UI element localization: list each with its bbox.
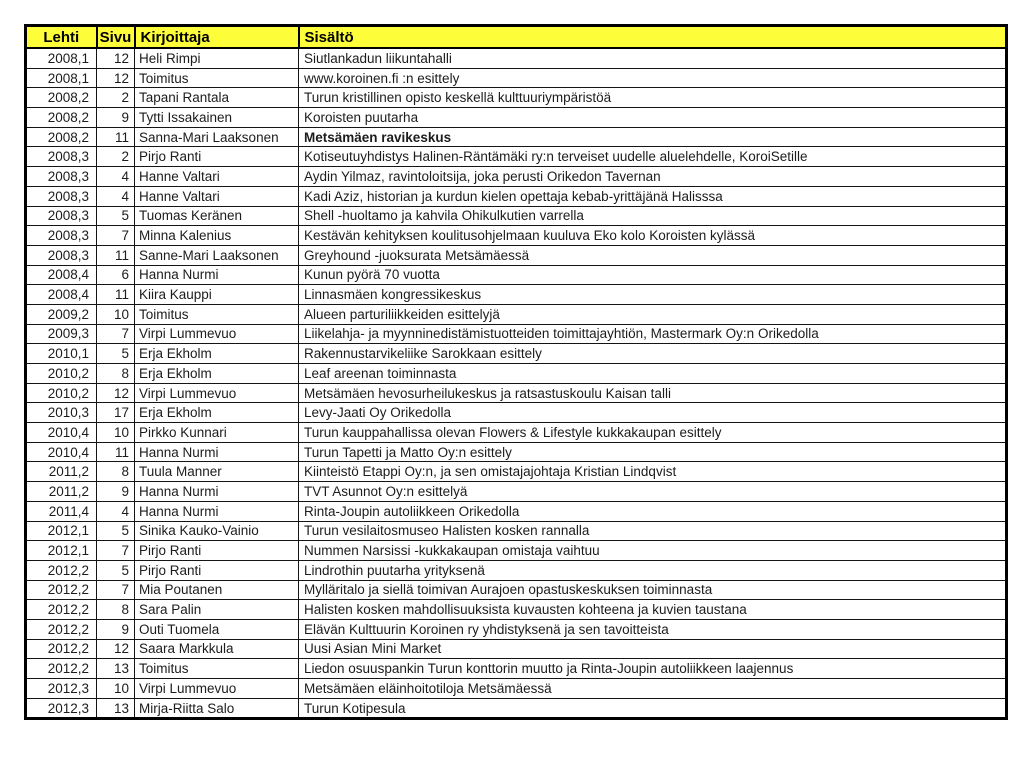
kirjoittaja-cell: Heli Rimpi bbox=[135, 48, 299, 68]
lehti-cell: 2012,2 bbox=[26, 639, 97, 659]
lehti-cell: 2008,3 bbox=[26, 245, 97, 265]
sivu-cell: 12 bbox=[97, 68, 135, 88]
sivu-cell: 9 bbox=[97, 108, 135, 128]
sivu-cell: 17 bbox=[97, 403, 135, 423]
sivu-cell: 12 bbox=[97, 639, 135, 659]
kirjoittaja-cell: Hanna Nurmi bbox=[135, 442, 299, 462]
kirjoittaja-cell: Pirjo Ranti bbox=[135, 560, 299, 580]
table-row bbox=[26, 206, 1007, 226]
sisalto-cell: Metsämäen ravikeskus bbox=[299, 127, 1007, 147]
sivu-cell: 5 bbox=[97, 560, 135, 580]
lehti-cell: 2008,3 bbox=[26, 147, 97, 167]
lehti-cell: 2012,2 bbox=[26, 600, 97, 620]
sivu-cell: 8 bbox=[97, 462, 135, 482]
lehti-cell: 2008,4 bbox=[26, 285, 97, 305]
table-row bbox=[26, 698, 1007, 719]
sisalto-cell: Liedon osuuspankin Turun konttorin muutto ja Rinta-Joupin autoliikkeen laajennus bbox=[299, 659, 1007, 679]
table-row bbox=[26, 501, 1007, 521]
column-header-kirjoittaja: Kirjoittaja bbox=[135, 26, 299, 49]
table-row bbox=[26, 186, 1007, 206]
lehti-cell: 2012,2 bbox=[26, 619, 97, 639]
sisalto-cell: Rinta-Joupin autoliikkeen Orikedolla bbox=[299, 501, 1007, 521]
kirjoittaja-cell: Hanna Nurmi bbox=[135, 482, 299, 502]
sisalto-cell: Leaf areenan toiminnasta bbox=[299, 364, 1007, 384]
kirjoittaja-cell: Pirkko Kunnari bbox=[135, 423, 299, 443]
column-header-sisalto: Sisältö bbox=[299, 26, 1007, 49]
sisalto-cell: Elävän Kulttuurin Koroinen ry yhdistyksenä ja sen tavoitteista bbox=[299, 619, 1007, 639]
kirjoittaja-cell: Saara Markkula bbox=[135, 639, 299, 659]
sisalto-cell: Metsämäen eläinhoitotiloja Metsämäessä bbox=[299, 679, 1007, 699]
table-row bbox=[26, 462, 1007, 482]
table-row bbox=[26, 560, 1007, 580]
kirjoittaja-cell: Erja Ekholm bbox=[135, 344, 299, 364]
kirjoittaja-cell: Erja Ekholm bbox=[135, 364, 299, 384]
sisalto-cell: Metsämäen hevosurheilukeskus ja ratsastuskoulu Kaisan talli bbox=[299, 383, 1007, 403]
lehti-cell: 2011,4 bbox=[26, 501, 97, 521]
table-row bbox=[26, 48, 1007, 68]
table-row bbox=[26, 364, 1007, 384]
lehti-cell: 2008,4 bbox=[26, 265, 97, 285]
lehti-cell: 2008,2 bbox=[26, 108, 97, 128]
kirjoittaja-cell: Tytti Issakainen bbox=[135, 108, 299, 128]
table-row bbox=[26, 226, 1007, 246]
kirjoittaja-cell: Outi Tuomela bbox=[135, 619, 299, 639]
sisalto-cell: Kunun pyörä 70 vuotta bbox=[299, 265, 1007, 285]
lehti-cell: 2012,1 bbox=[26, 521, 97, 541]
table-row bbox=[26, 600, 1007, 620]
table-row bbox=[26, 167, 1007, 187]
sisalto-cell: Nummen Narsissi -kukkakaupan omistaja vaihtuu bbox=[299, 541, 1007, 561]
kirjoittaja-cell: Toimitus bbox=[135, 659, 299, 679]
sisalto-cell: Linnasmäen kongressikeskus bbox=[299, 285, 1007, 305]
kirjoittaja-cell: Tuomas Keränen bbox=[135, 206, 299, 226]
kirjoittaja-cell: Hanna Nurmi bbox=[135, 501, 299, 521]
kirjoittaja-cell: Hanne Valtari bbox=[135, 186, 299, 206]
sisalto-cell: Levy-Jaati Oy Orikedolla bbox=[299, 403, 1007, 423]
sivu-cell: 9 bbox=[97, 482, 135, 502]
table-row bbox=[26, 639, 1007, 659]
sivu-cell: 12 bbox=[97, 383, 135, 403]
table-row bbox=[26, 619, 1007, 639]
article-index-table bbox=[24, 24, 1008, 720]
lehti-cell: 2012,3 bbox=[26, 698, 97, 719]
lehti-cell: 2009,3 bbox=[26, 324, 97, 344]
kirjoittaja-cell: Kiira Kauppi bbox=[135, 285, 299, 305]
sisalto-cell: Koroisten puutarha bbox=[299, 108, 1007, 128]
sivu-cell: 5 bbox=[97, 521, 135, 541]
sisalto-cell: Lindrothin puutarha yrityksenä bbox=[299, 560, 1007, 580]
sivu-cell: 4 bbox=[97, 186, 135, 206]
sisalto-cell: Halisten kosken mahdollisuuksista kuvausten kohteena ja kuvien taustana bbox=[299, 600, 1007, 620]
kirjoittaja-cell: Minna Kalenius bbox=[135, 226, 299, 246]
table-row bbox=[26, 147, 1007, 167]
kirjoittaja-cell: Virpi Lummevuo bbox=[135, 679, 299, 699]
table-row bbox=[26, 285, 1007, 305]
sivu-cell: 4 bbox=[97, 167, 135, 187]
kirjoittaja-cell: Virpi Lummevuo bbox=[135, 383, 299, 403]
sisalto-cell: Kiinteistö Etappi Oy:n, ja sen omistajajohtaja Kristian Lindqvist bbox=[299, 462, 1007, 482]
kirjoittaja-cell: Tuula Manner bbox=[135, 462, 299, 482]
sisalto-cell: Rakennustarvikeliike Sarokkaan esittely bbox=[299, 344, 1007, 364]
lehti-cell: 2008,2 bbox=[26, 88, 97, 108]
kirjoittaja-cell: Erja Ekholm bbox=[135, 403, 299, 423]
table-row bbox=[26, 679, 1007, 699]
table-row bbox=[26, 68, 1007, 88]
sivu-cell: 6 bbox=[97, 265, 135, 285]
kirjoittaja-cell: Toimitus bbox=[135, 68, 299, 88]
sisalto-cell: Mylläritalo ja siellä toimivan Aurajoen opastuskeskuksen toiminnasta bbox=[299, 580, 1007, 600]
sisalto-cell: Siutlankadun liikuntahalli bbox=[299, 48, 1007, 68]
sisalto-cell: Turun Tapetti ja Matto Oy:n esittely bbox=[299, 442, 1007, 462]
lehti-cell: 2012,2 bbox=[26, 659, 97, 679]
sisalto-cell: Turun kauppahallissa olevan Flowers & Lifestyle kukkakaupan esittely bbox=[299, 423, 1007, 443]
table-row bbox=[26, 423, 1007, 443]
sivu-cell: 2 bbox=[97, 147, 135, 167]
table-row bbox=[26, 127, 1007, 147]
lehti-cell: 2010,4 bbox=[26, 442, 97, 462]
kirjoittaja-cell: Pirjo Ranti bbox=[135, 541, 299, 561]
lehti-cell: 2008,3 bbox=[26, 206, 97, 226]
sisalto-cell: Kotiseutuyhdistys Halinen-Räntämäki ry:n terveiset uudelle aluelehdelle, KoroiSetille bbox=[299, 147, 1007, 167]
lehti-cell: 2008,1 bbox=[26, 48, 97, 68]
sisalto-cell: Liikelahja- ja myynninedistämistuotteiden toimittajayhtiön, Mastermark Oy:n Orikedolla bbox=[299, 324, 1007, 344]
sisalto-cell: TVT Asunnot Oy:n esittelyä bbox=[299, 482, 1007, 502]
table-row bbox=[26, 521, 1007, 541]
sisalto-cell: Greyhound -juoksurata Metsämäessä bbox=[299, 245, 1007, 265]
sivu-cell: 10 bbox=[97, 304, 135, 324]
lehti-cell: 2008,1 bbox=[26, 68, 97, 88]
lehti-cell: 2010,4 bbox=[26, 423, 97, 443]
table-row bbox=[26, 580, 1007, 600]
sisalto-cell: Uusi Asian Mini Market bbox=[299, 639, 1007, 659]
sisalto-cell: Kadi Aziz, historian ja kurdun kielen opettaja kebab-yrittäjänä Halisssa bbox=[299, 186, 1007, 206]
sivu-cell: 11 bbox=[97, 127, 135, 147]
sivu-cell: 2 bbox=[97, 88, 135, 108]
sisalto-cell: Shell -huoltamo ja kahvila Ohikulkutien varrella bbox=[299, 206, 1007, 226]
sivu-cell: 7 bbox=[97, 226, 135, 246]
sisalto-cell: Kestävän kehityksen koulitusohjelmaan kuuluva Eko kolo Koroisten kylässä bbox=[299, 226, 1007, 246]
sivu-cell: 11 bbox=[97, 442, 135, 462]
sivu-cell: 13 bbox=[97, 659, 135, 679]
table-row bbox=[26, 344, 1007, 364]
column-header-sivu: Sivu bbox=[97, 26, 135, 49]
sivu-cell: 5 bbox=[97, 344, 135, 364]
table-row bbox=[26, 403, 1007, 423]
table-row bbox=[26, 541, 1007, 561]
sivu-cell: 10 bbox=[97, 423, 135, 443]
kirjoittaja-cell: Sara Palin bbox=[135, 600, 299, 620]
column-header-lehti: Lehti bbox=[26, 26, 97, 49]
sisalto-cell: Alueen parturiliikkeiden esittelyjä bbox=[299, 304, 1007, 324]
table-row bbox=[26, 482, 1007, 502]
table-row bbox=[26, 304, 1007, 324]
lehti-cell: 2010,1 bbox=[26, 344, 97, 364]
lehti-cell: 2009,2 bbox=[26, 304, 97, 324]
kirjoittaja-cell: Hanna Nurmi bbox=[135, 265, 299, 285]
kirjoittaja-cell: Pirjo Ranti bbox=[135, 147, 299, 167]
lehti-cell: 2011,2 bbox=[26, 462, 97, 482]
sivu-cell: 10 bbox=[97, 679, 135, 699]
sivu-cell: 12 bbox=[97, 48, 135, 68]
kirjoittaja-cell: Virpi Lummevuo bbox=[135, 324, 299, 344]
lehti-cell: 2010,3 bbox=[26, 403, 97, 423]
sivu-cell: 7 bbox=[97, 541, 135, 561]
sivu-cell: 11 bbox=[97, 285, 135, 305]
lehti-cell: 2012,2 bbox=[26, 580, 97, 600]
sivu-cell: 8 bbox=[97, 364, 135, 384]
lehti-cell: 2010,2 bbox=[26, 364, 97, 384]
kirjoittaja-cell: Sanne-Mari Laaksonen bbox=[135, 245, 299, 265]
sisalto-cell: Turun vesilaitosmuseo Halisten kosken rannalla bbox=[299, 521, 1007, 541]
table-row bbox=[26, 659, 1007, 679]
lehti-cell: 2008,3 bbox=[26, 186, 97, 206]
sivu-cell: 7 bbox=[97, 580, 135, 600]
sisalto-cell: Turun kristillinen opisto keskellä kulttuuriympäristöä bbox=[299, 88, 1007, 108]
lehti-cell: 2012,2 bbox=[26, 560, 97, 580]
lehti-cell: 2008,3 bbox=[26, 226, 97, 246]
kirjoittaja-cell: Tapani Rantala bbox=[135, 88, 299, 108]
sivu-cell: 11 bbox=[97, 245, 135, 265]
lehti-cell: 2011,2 bbox=[26, 482, 97, 502]
document-page bbox=[24, 24, 1008, 720]
table-row bbox=[26, 108, 1007, 128]
kirjoittaja-cell: Sanna-Mari Laaksonen bbox=[135, 127, 299, 147]
sivu-cell: 5 bbox=[97, 206, 135, 226]
kirjoittaja-cell: Hanne Valtari bbox=[135, 167, 299, 187]
table-row bbox=[26, 265, 1007, 285]
header-row bbox=[26, 26, 1007, 49]
table-row bbox=[26, 442, 1007, 462]
sivu-cell: 4 bbox=[97, 501, 135, 521]
sivu-cell: 8 bbox=[97, 600, 135, 620]
sivu-cell: 7 bbox=[97, 324, 135, 344]
lehti-cell: 2008,3 bbox=[26, 167, 97, 187]
kirjoittaja-cell: Mia Poutanen bbox=[135, 580, 299, 600]
lehti-cell: 2012,3 bbox=[26, 679, 97, 699]
sivu-cell: 13 bbox=[97, 698, 135, 719]
kirjoittaja-cell: Toimitus bbox=[135, 304, 299, 324]
table-row bbox=[26, 245, 1007, 265]
table-row bbox=[26, 88, 1007, 108]
lehti-cell: 2012,1 bbox=[26, 541, 97, 561]
kirjoittaja-cell: Mirja-Riitta Salo bbox=[135, 698, 299, 719]
table-row bbox=[26, 383, 1007, 403]
kirjoittaja-cell: Sinika Kauko-Vainio bbox=[135, 521, 299, 541]
table-row bbox=[26, 324, 1007, 344]
sivu-cell: 9 bbox=[97, 619, 135, 639]
sisalto-cell: www.koroinen.fi :n esittely bbox=[299, 68, 1007, 88]
sisalto-cell: Aydin Yilmaz, ravintoloitsija, joka perusti Orikedon Tavernan bbox=[299, 167, 1007, 187]
lehti-cell: 2010,2 bbox=[26, 383, 97, 403]
lehti-cell: 2008,2 bbox=[26, 127, 97, 147]
sisalto-cell: Turun Kotipesula bbox=[299, 698, 1007, 719]
